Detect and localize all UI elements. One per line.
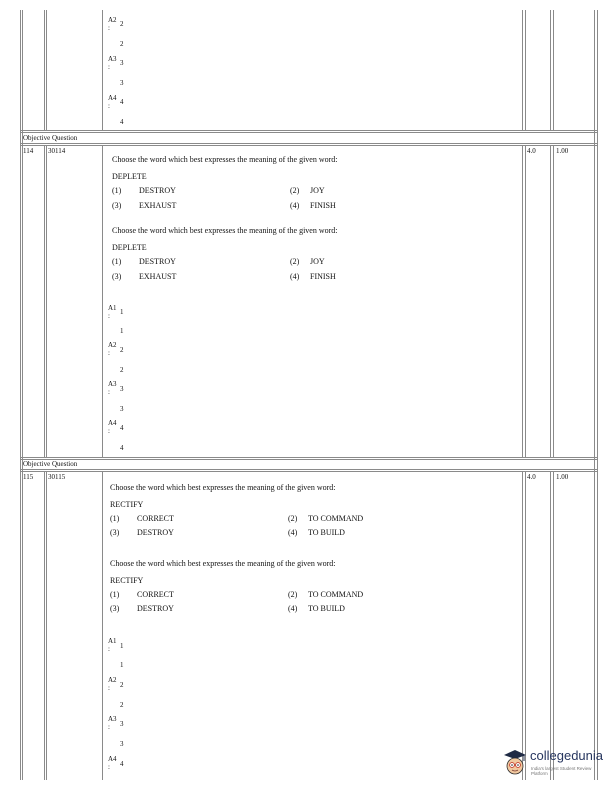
option-number: (3) — [110, 604, 120, 613]
option-number: (2) — [288, 590, 298, 599]
question-word: DEPLETE — [112, 172, 147, 181]
answer-value: 2 — [120, 346, 124, 354]
answer-value: 3 — [120, 720, 124, 728]
answer-label: A2 — [108, 341, 117, 349]
answer-value-alt: 3 — [120, 405, 124, 413]
answer-value: 1 — [120, 308, 124, 316]
option-text: TO COMMAND — [308, 514, 364, 523]
col-id-divider — [46, 471, 47, 780]
question-id: 30114 — [48, 147, 66, 155]
option-text: DESTROY — [139, 186, 176, 195]
col-marks-divider — [522, 145, 523, 457]
col-id-divider — [44, 10, 45, 130]
option-number: (2) — [288, 514, 298, 523]
row-divider — [20, 130, 598, 131]
option-text: CORRECT — [137, 514, 174, 523]
col-neg-divider — [553, 471, 554, 780]
option-text: FINISH — [310, 201, 336, 210]
col-marks-divider — [522, 471, 523, 780]
answer-label: A2 — [108, 16, 117, 24]
option-number: (4) — [288, 528, 298, 537]
answer-label: A3 — [108, 55, 117, 63]
question-marks: 4.0 — [527, 147, 536, 155]
option-text: TO COMMAND — [308, 590, 364, 599]
answer-value-alt: 4 — [120, 118, 124, 126]
answer-value: 4 — [120, 98, 124, 106]
option-text: TO BUILD — [308, 604, 345, 613]
answer-label: A4 — [108, 94, 117, 102]
col-neg-divider — [550, 471, 551, 780]
option-number: (4) — [290, 272, 300, 281]
option-text: FINISH — [310, 272, 336, 281]
answer-label: A4 — [108, 419, 117, 427]
question-prompt: Choose the word which best expresses the meaning of the given word: — [110, 483, 336, 492]
col-neg-divider — [550, 145, 551, 457]
answer-value: 2 — [120, 681, 124, 689]
col-neg-divider — [553, 145, 554, 457]
answer-value: 1 — [120, 642, 124, 650]
row-divider — [20, 471, 598, 472]
option-text: DESTROY — [137, 604, 174, 613]
answer-value: 3 — [120, 59, 124, 67]
option-number: (4) — [288, 604, 298, 613]
option-number: (3) — [112, 272, 122, 281]
col-id-divider — [46, 145, 47, 457]
table-border-right-inner — [597, 10, 598, 780]
row-divider — [20, 459, 598, 460]
option-number: (2) — [290, 257, 300, 266]
col-marks-divider — [525, 145, 526, 457]
question-marks: 4.0 — [527, 473, 536, 481]
brand-watermark — [502, 746, 608, 782]
option-text: TO BUILD — [308, 528, 345, 537]
question-negative-marks: 1.00 — [556, 147, 569, 155]
table-border-left-inner — [22, 10, 23, 780]
option-text: DESTROY — [139, 257, 176, 266]
option-number: (1) — [110, 590, 120, 599]
option-number: (1) — [112, 186, 122, 195]
question-id: 30115 — [48, 473, 66, 481]
answer-label: A2 — [108, 676, 117, 684]
question-negative-marks: 1.00 — [556, 473, 569, 481]
answer-value-alt: 2 — [120, 40, 124, 48]
answer-label: A3 — [108, 380, 117, 388]
answer-value: 2 — [120, 20, 124, 28]
question-prompt: Choose the word which best expresses the meaning of the given word: — [112, 155, 338, 164]
answer-value: 4 — [120, 424, 124, 432]
col-body-divider — [102, 145, 103, 457]
question-word-repeat: RECTIFY — [110, 576, 144, 585]
option-text: JOY — [310, 186, 325, 195]
col-neg-divider — [553, 10, 554, 130]
row-divider — [20, 469, 598, 470]
answer-value-alt: 1 — [120, 661, 124, 669]
option-text: DESTROY — [137, 528, 174, 537]
option-number: (3) — [112, 201, 122, 210]
option-text: CORRECT — [137, 590, 174, 599]
row-divider — [20, 457, 598, 458]
section-label: Objective Question — [23, 134, 78, 142]
option-number: (1) — [112, 257, 122, 266]
col-body-divider — [102, 10, 103, 130]
brand-name: collegedunia — [530, 748, 604, 763]
col-marks-divider — [522, 10, 523, 130]
section-label: Objective Question — [23, 460, 78, 468]
col-id-divider — [46, 10, 47, 130]
answer-value-alt: 3 — [120, 79, 124, 87]
row-divider — [20, 143, 598, 144]
col-id-divider — [44, 145, 45, 457]
option-number: (3) — [110, 528, 120, 537]
answer-value-alt: 2 — [120, 701, 124, 709]
col-neg-divider — [550, 10, 551, 130]
answer-value: 4 — [120, 760, 124, 768]
table-border-right — [594, 10, 595, 780]
answer-label: A3 — [108, 715, 117, 723]
answer-value-alt: 2 — [120, 366, 124, 374]
option-number: (4) — [290, 201, 300, 210]
col-body-divider — [102, 471, 103, 780]
row-divider — [20, 145, 598, 146]
answer-label: A1 — [108, 304, 117, 312]
answer-value-alt: 3 — [120, 740, 124, 748]
option-text: EXHAUST — [139, 272, 177, 281]
col-id-divider — [44, 471, 45, 780]
option-text: JOY — [310, 257, 325, 266]
answer-value-alt: 1 — [120, 327, 124, 335]
question-word: RECTIFY — [110, 500, 144, 509]
option-number: (1) — [110, 514, 120, 523]
question-prompt-repeat: Choose the word which best expresses the meaning of the given word: — [112, 226, 338, 235]
question-prompt-repeat: Choose the word which best expresses the meaning of the given word: — [110, 559, 336, 568]
col-marks-divider — [525, 471, 526, 780]
mascot-icon — [502, 748, 528, 778]
answer-label: A4 — [108, 755, 117, 763]
option-text: EXHAUST — [139, 201, 177, 210]
question-number: 114 — [23, 147, 34, 155]
row-divider — [20, 132, 598, 133]
answer-label: A1 — [108, 637, 117, 645]
col-marks-divider — [525, 10, 526, 130]
answer-value: 3 — [120, 385, 124, 393]
answer-value-alt: 4 — [120, 444, 124, 452]
brand-tagline: India's largest Student Review Platform — [531, 766, 592, 776]
question-word-repeat: DEPLETE — [112, 243, 147, 252]
table-border-left — [20, 10, 21, 780]
option-number: (2) — [290, 186, 300, 195]
question-number: 115 — [23, 473, 34, 481]
